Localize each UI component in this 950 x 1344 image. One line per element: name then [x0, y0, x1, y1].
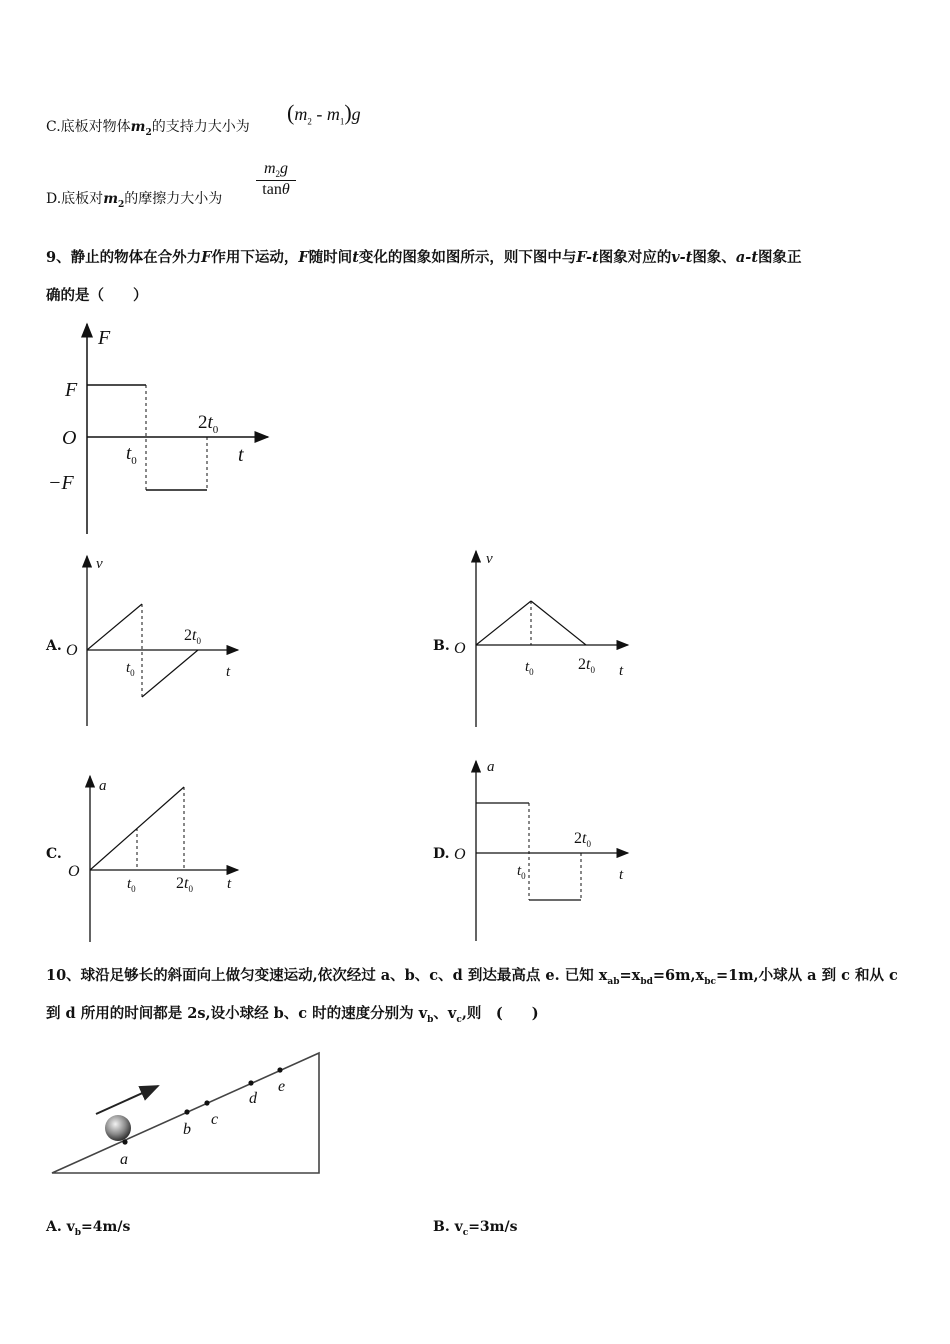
2t0-label: [176, 875, 193, 894]
minus: -: [316, 104, 323, 124]
graph-f-t: [40, 318, 280, 538]
num-m: m: [263, 160, 276, 177]
2t0-label: [184, 627, 201, 646]
y-label: F: [98, 327, 111, 349]
point-b: [184, 1109, 189, 1114]
t0-label: [126, 443, 137, 467]
var-m: m: [130, 119, 146, 135]
t0: t: [586, 656, 591, 673]
two: 2: [578, 656, 586, 673]
t: 到 d 所用的时间都是 2s,设小球经 b、c 时的速度分别为 v: [46, 1005, 428, 1022]
q8-option-d: [46, 188, 222, 210]
v-fall: [531, 601, 586, 645]
t: 图象、: [692, 249, 736, 266]
sub: 2: [118, 199, 125, 210]
theta: θ: [281, 181, 290, 199]
origin: O: [454, 640, 466, 657]
g: g: [351, 104, 361, 124]
y-label: v: [96, 556, 103, 572]
t0: t: [517, 863, 522, 879]
t: B. v: [433, 1219, 463, 1235]
t: 图象对应的: [598, 249, 672, 266]
sub: 0: [529, 667, 534, 677]
t: v-t: [671, 249, 693, 266]
y-label: v: [486, 551, 493, 567]
t0: t: [207, 412, 213, 433]
t0: t: [127, 876, 132, 892]
t-axis-label: t: [238, 444, 244, 466]
two: 2: [198, 412, 208, 433]
graph-c[interactable]: [62, 770, 252, 945]
sub: b: [427, 1014, 434, 1025]
t: =4m/s: [81, 1219, 131, 1235]
sub: 2: [145, 127, 152, 138]
sub: 0: [188, 884, 193, 894]
sub: b: [74, 1227, 82, 1238]
paren-close: ): [344, 100, 352, 125]
v-line-1: [87, 604, 142, 650]
two: 2: [184, 627, 192, 644]
t: 作用下运动，: [211, 249, 299, 266]
sub: 0: [131, 884, 136, 894]
2t0-label: [574, 830, 591, 849]
t: 随时间: [308, 249, 353, 266]
paren-open: (: [287, 100, 295, 125]
y-label: a: [487, 759, 495, 775]
t0-label: [127, 876, 136, 894]
denominator: [256, 181, 296, 199]
m2: m: [294, 104, 308, 124]
t: F: [201, 249, 212, 266]
t-label: t: [619, 663, 624, 679]
t: =3m/s: [468, 1219, 518, 1235]
numerator: [256, 160, 296, 181]
t: F: [298, 249, 309, 266]
t0: t: [582, 830, 587, 847]
q8-option-c: [46, 116, 250, 138]
t: ,则 ( ): [461, 1005, 539, 1022]
var-m: m: [103, 191, 119, 207]
sub: bc: [704, 976, 716, 987]
point-c: [204, 1100, 209, 1105]
t: a-t: [735, 249, 759, 266]
t: 、v: [433, 1005, 457, 1022]
two: 2: [176, 875, 184, 892]
sub: 0: [212, 424, 219, 436]
t: F-t: [576, 249, 599, 266]
2t0-label: [198, 412, 219, 436]
sub: 2: [275, 169, 281, 180]
point-d: [248, 1080, 253, 1085]
F-tick-label: F: [65, 379, 78, 401]
point-a: [122, 1139, 127, 1144]
origin: O: [454, 846, 466, 863]
t-label: t: [619, 867, 624, 883]
label-e: e: [278, 1078, 286, 1095]
v-line-2: [142, 650, 198, 697]
negF-tick-label: −F: [48, 472, 74, 494]
origin: O: [68, 863, 80, 880]
t0: t: [192, 627, 197, 644]
sub: 0: [586, 839, 591, 849]
option-b-label[interactable]: B.: [433, 638, 450, 654]
sub: c: [456, 1014, 462, 1025]
t: A. v: [46, 1219, 75, 1235]
sub: 2: [307, 116, 312, 127]
t: =6m,x: [652, 967, 705, 984]
y-label: a: [99, 778, 107, 794]
sub: bd: [640, 976, 653, 987]
t0-label: [126, 660, 135, 678]
origin-label: O: [62, 427, 77, 449]
m1: m: [326, 104, 340, 124]
2t0-label: [578, 656, 595, 675]
option-a-label[interactable]: A.: [46, 638, 62, 654]
motion-arrow: [96, 1086, 158, 1114]
two: 2: [574, 830, 582, 847]
q8c-formula: [287, 100, 361, 127]
graph-b[interactable]: [448, 545, 638, 730]
t0-label: [525, 659, 534, 677]
q10-option-b[interactable]: [433, 1219, 517, 1238]
incline-diagram: [48, 1046, 328, 1178]
ball: [105, 1115, 131, 1141]
label-a: a: [120, 1151, 128, 1168]
t: =1m,小球从 a 到 c 和从 c: [715, 967, 898, 984]
option-c-label[interactable]: C.: [46, 846, 62, 862]
label-d: d: [249, 1090, 257, 1107]
t-label: t: [227, 876, 232, 892]
t: t: [352, 249, 359, 266]
graph-a[interactable]: [60, 550, 250, 730]
sub: 1: [339, 116, 345, 127]
point-e: [277, 1067, 282, 1072]
label-c: c: [211, 1111, 219, 1128]
tan: tan: [262, 181, 282, 199]
origin: O: [66, 642, 78, 659]
num-g: g: [280, 160, 289, 177]
option-d-label[interactable]: D.: [433, 846, 450, 862]
t: 变化的图象如图所示，则下图中与: [358, 249, 577, 266]
t0-label: [517, 863, 526, 881]
v-rise: [476, 601, 531, 645]
q10-option-a[interactable]: [46, 1219, 130, 1238]
label-b: b: [183, 1121, 191, 1138]
sub: ab: [607, 976, 620, 987]
option-text: D.底板对: [46, 191, 104, 207]
t: 9、静止的物体在合外力: [46, 249, 202, 266]
t0: t: [525, 659, 530, 675]
t0: t: [126, 660, 131, 676]
graph-d[interactable]: [448, 755, 638, 945]
q10-stem-line2: [46, 1002, 539, 1025]
q9-stem-line1: [46, 246, 802, 267]
t-label: t: [226, 664, 231, 680]
t: 10、球沿足够长的斜面向上做匀变速运动,依次经过 a、b、c、d 到达最高点 e. 已知 x: [46, 967, 608, 984]
sub: 0: [196, 636, 201, 646]
t0: t: [184, 875, 189, 892]
sub: 0: [590, 665, 595, 675]
t: 图象正: [758, 249, 802, 266]
q10-stem-line1: [46, 964, 898, 987]
sub: 0: [130, 668, 135, 678]
q9-stem-line2: 确的是（ ）: [46, 287, 148, 304]
option-text: C.底板对物体: [46, 119, 131, 135]
t0: t: [126, 443, 132, 464]
option-text-rest: 的支持力大小为: [151, 119, 250, 135]
option-text-rest: 的摩擦力大小为: [124, 191, 223, 207]
sub: c: [462, 1227, 469, 1238]
t: =x: [619, 967, 641, 984]
sub: 0: [521, 871, 526, 881]
sub: 0: [131, 455, 137, 467]
q8d-fraction: [256, 160, 296, 199]
